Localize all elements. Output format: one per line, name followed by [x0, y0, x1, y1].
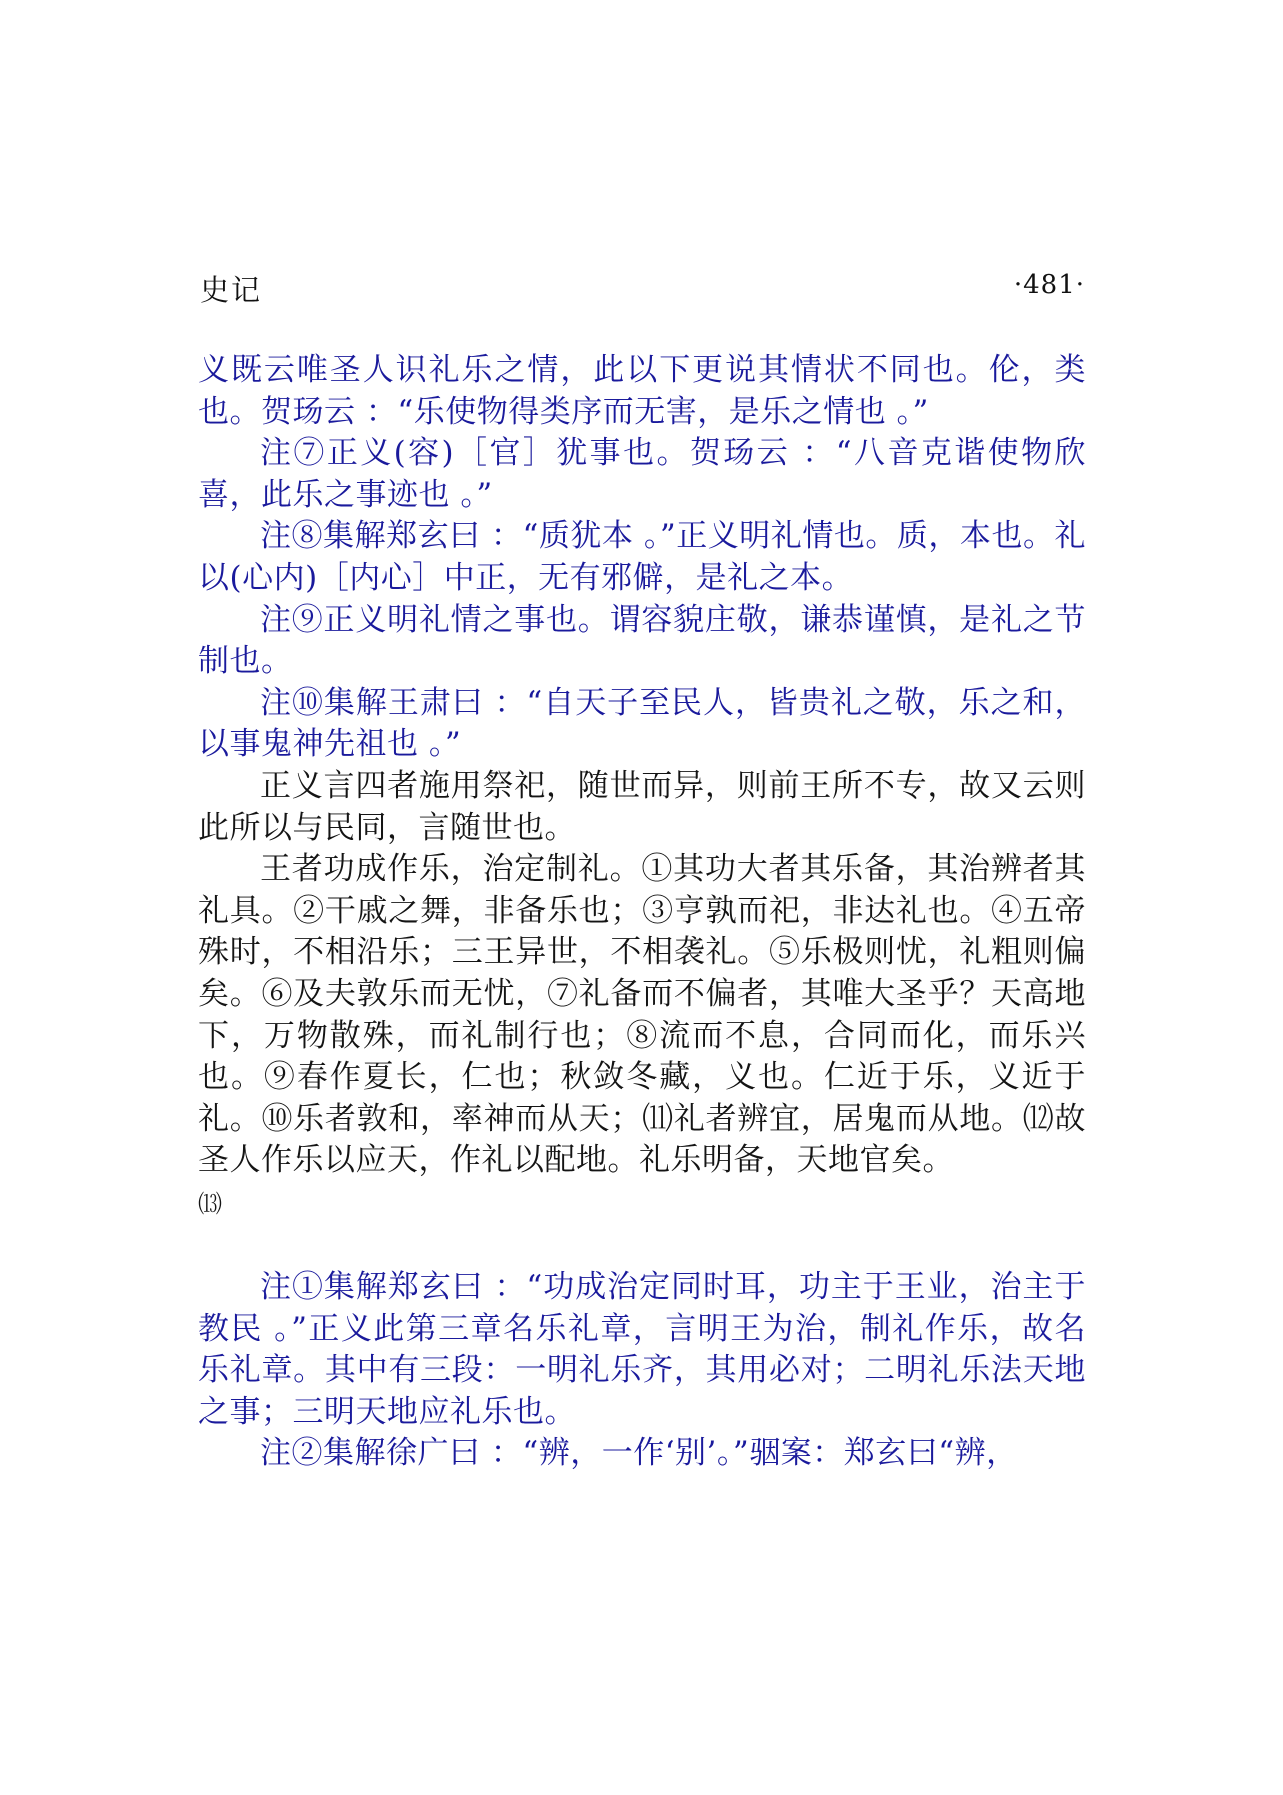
annotation-paragraph: 注①集解郑玄曰 ：“功成治定同时耳，功主于王业，治主于教民 。”正义此第三章名乐礼章，言明王为治，制礼作乐，故名乐礼章。其中有三段：一明礼乐齐，其用必对；二明礼乐法天地之事；三明天地应礼乐也。	[198, 1269, 1086, 1430]
annotation-paragraph: 注②集解徐广曰 ：“辨，一作‘别’。”骃案：郑玄曰“辨，	[260, 1435, 1018, 1472]
annotation-paragraph: 注⑦正义(容)［官］犹事也。贺玚云 ：“八音克谐使物欣喜，此乐之事迹也 。”	[198, 435, 1086, 513]
annotation-paragraph: 注⑨正义明礼情之事也。谓容貌庄敬，谦恭谨慎，是礼之节制也。	[198, 601, 1086, 680]
book-title: 史记	[200, 273, 263, 307]
annotation-paragraph: 注⑩集解王肃曰 ：“自天子至民人，皆贵礼之敬，乐之和，以事鬼神先祖也 。”	[198, 684, 1086, 763]
annotation-paragraph: 正义言四者施用祭祀，随世而异，则前王所不专，故又云则此所以与民同，言随世也。	[198, 767, 1086, 846]
footnote-mark	[198, 1182, 1086, 1226]
footnote-mark-13: ⒀	[198, 1189, 223, 1218]
annotation-paragraph: 注⑧集解郑玄曰 ：“质犹本 。”正义明礼情也。质，本也。礼以(心内)［内心］中正，无有邪僻，是礼之本。	[198, 518, 1086, 596]
paragraph-gap	[198, 1225, 1086, 1267]
main-text-paragraph: 王者功成作乐，治定制礼。①其功大者其乐备，其治辨者其礼具。②干戚之舞，非备乐也；③亨孰而祀，非达礼也。④五帝殊时，不相沿乐；三王异世，不相袭礼。⑤乐极则忧，礼粗则偏矣。⑥及夫敦乐而无忧，⑦礼备而不偏者，其唯大圣乎？天高地下，万物散殊，而礼制行也；⑧流而不息，合同而化，而乐兴也。⑨春作夏长，仁也；秋敛冬藏，义也。仁近于乐，义近于礼。⑩乐者敦和，率神而从天；⑾礼者辨宜，居鬼而从地。⑿故圣人作乐以应天，作礼以配地。礼乐明备，天地官矣。	[198, 851, 1086, 1179]
page-body	[198, 350, 1086, 1475]
page-number: ·481·	[1013, 270, 1085, 300]
annotation-paragraph: 义既云唯圣人识礼乐之情，此以下更说其情状不同也。伦，类也。贺玚云 ：“乐使物得类序而无害，是乐之情也 。”	[198, 352, 1086, 430]
